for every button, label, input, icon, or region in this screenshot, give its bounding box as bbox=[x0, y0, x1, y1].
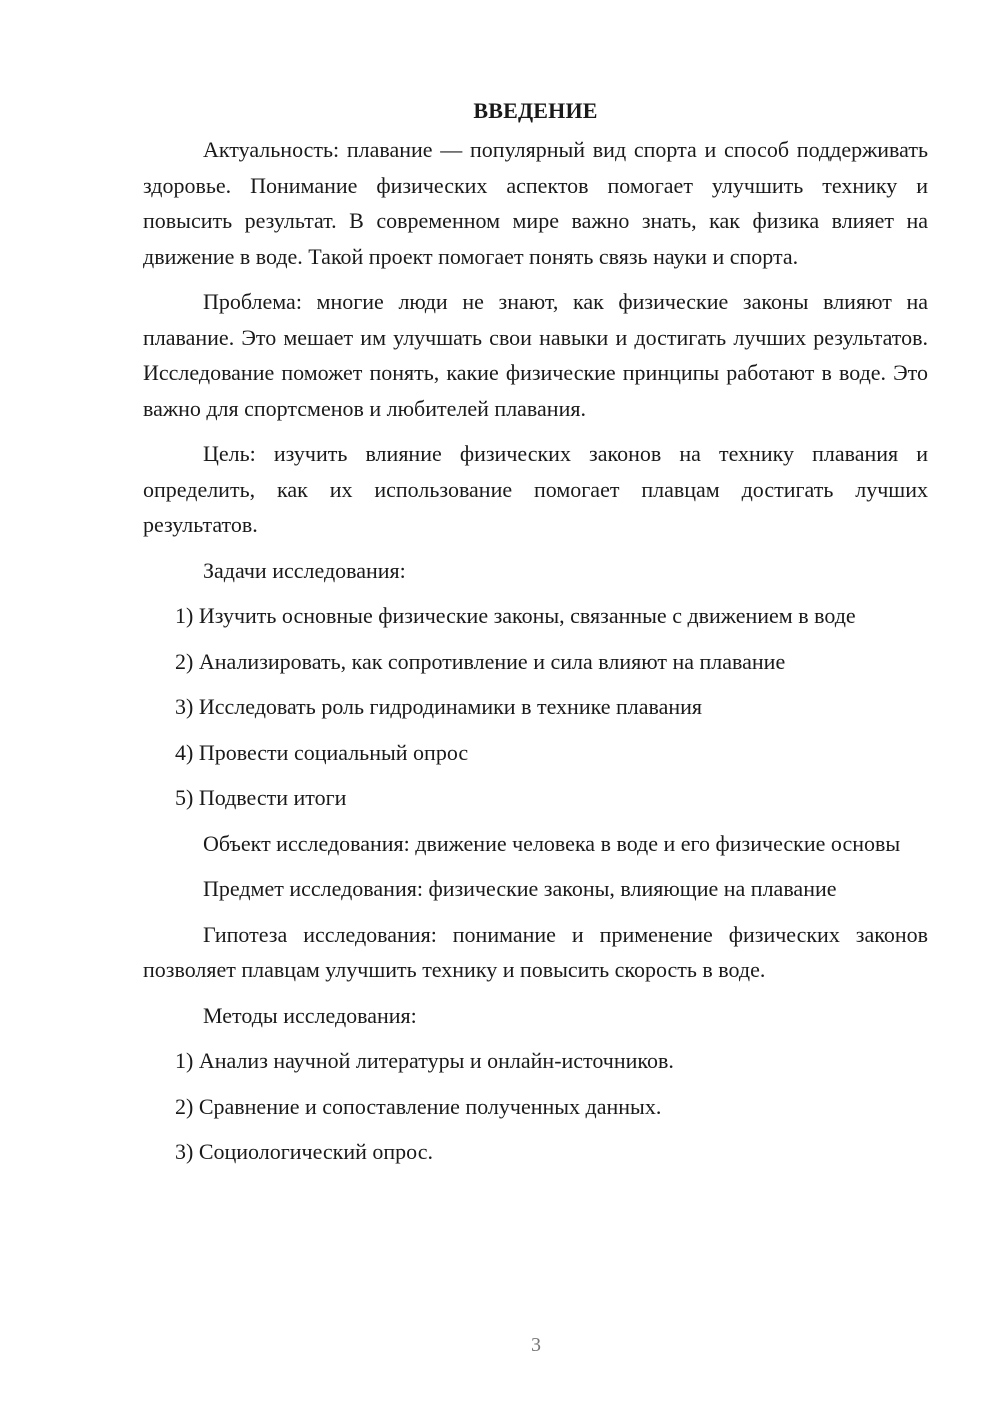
method-item: 1) Анализ научной литературы и онлайн-источников. bbox=[175, 1048, 674, 1073]
method-item: 3) Социологический опрос. bbox=[175, 1139, 433, 1164]
relevance-paragraph: Актуальность: плавание — популярный вид спорта и способ поддерживать здоровье. Понимание физических аспектов помогает улучшить технику и повысить результат. В современном мире важно знать, как физика влияет на движение в воде. Такой проект помогает понять связь науки и спорта. bbox=[143, 137, 928, 269]
task-item: 1) Изучить основные физические законы, связанные с движением в воде bbox=[175, 603, 856, 628]
task-item: 2) Анализировать, как сопротивление и сила влияют на плавание bbox=[175, 648, 786, 674]
methods-title: Методы исследования: bbox=[203, 1002, 417, 1028]
page-number: 3 bbox=[531, 1334, 541, 1356]
goal-paragraph: Цель: изучить влияние физических законов на технику плавания и определить, как их использование помогает плавцам достигать лучших результатов. bbox=[143, 441, 928, 537]
task-item: 4) Провести социальный опрос bbox=[175, 739, 469, 765]
tasks-title: Задачи исследования: bbox=[203, 557, 406, 583]
subject-paragraph: Предмет исследования: физические законы, влияющие на плавание bbox=[203, 876, 837, 901]
object-paragraph: Объект исследования: движение человека в воде и его физические основы bbox=[203, 830, 901, 856]
task-item: 3) Исследовать роль гидродинамики в технике плавания bbox=[175, 694, 703, 719]
problem-paragraph: Проблема: многие люди не знают, как физические законы влияют на плавание. Это мешает им улучшать свои навыки и достигать лучших результатов. Исследование поможет понять, какие физические принципы работают в воде. Это важно для спортсменов и любителей плавания. bbox=[143, 289, 928, 421]
task-item: 5) Подвести итоги bbox=[175, 785, 347, 810]
page-body bbox=[143, 96, 928, 1180]
hypothesis-paragraph: Гипотеза исследования: понимание и применение физических законов позволяет плавцам улучшить технику и повысить скорость в воде. bbox=[143, 921, 928, 982]
section-heading: ВВЕДЕНИЕ bbox=[473, 98, 598, 123]
method-item: 2) Сравнение и сопоставление полученных данных. bbox=[175, 1093, 662, 1119]
